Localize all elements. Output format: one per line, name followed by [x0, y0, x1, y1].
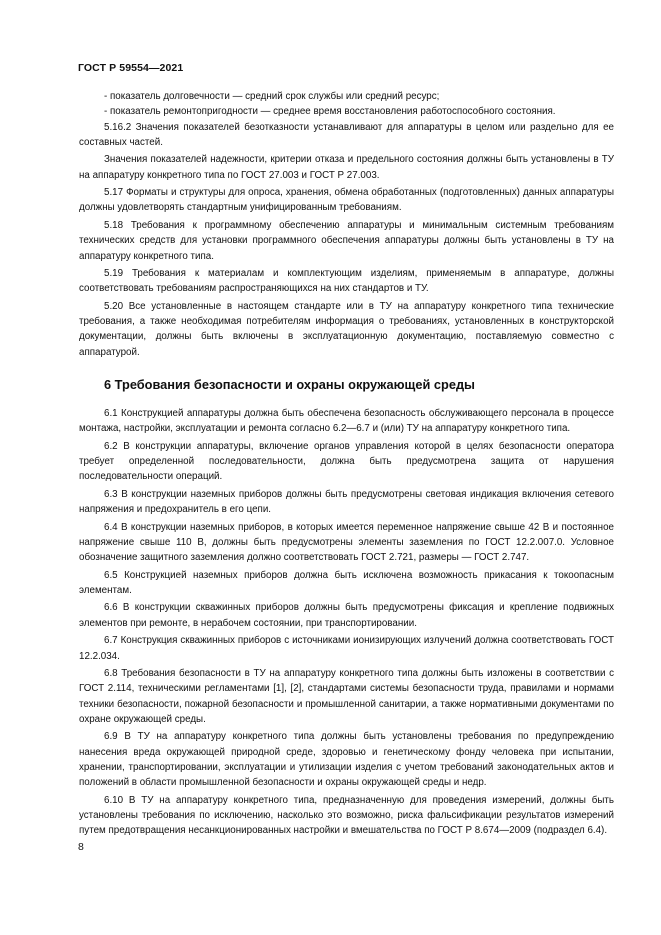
- paragraph-maintainability: - показатель ремонтопригодности — среднее время восстановления работоспособного состояния.: [104, 106, 556, 118]
- page-body: [79, 89, 614, 839]
- paragraph-6-8: 6.8 Требования безопасности в ТУ на аппаратуру конкретного типа должны быть изложены в соответствии с ГОСТ 2.114, техническими регламентами [1], [2], стандартами системы безопасности труда, правилами и нормами техники безопасности, пожарной безопасности и промышленной санитарии, а также нормативными документами по охране окружающей среды.: [79, 668, 614, 725]
- paragraph-6-4: 6.4 В конструкции наземных приборов, в которых имеется переменное напряжение свыше 42 В и постоянное напряжение свыше 110 В, должны быть предусмотрены элементы заземления по ГОСТ 12.2.007.0. Условное обозначение защитного заземления должно соответствовать ГОСТ 2.721, размеры — ГОСТ 2.747.: [79, 521, 614, 564]
- paragraph-6-6: 6.6 В конструкции скважинных приборов должны быть предусмотрены фиксация и крепление подвижных элементов при ремонте, в нерабочем состоянии, при транспортировании.: [79, 602, 614, 629]
- paragraph-5-16-2: 5.16.2 Значения показателей безотказности устанавливают для аппаратуры в целом или раздельно для ее составных частей.: [79, 121, 614, 148]
- standard-header: ГОСТ Р 59554—2021: [78, 62, 184, 74]
- paragraph-6-1: 6.1 Конструкцией аппаратуры должна быть обеспечена безопасность обслуживающего персонала в процессе монтажа, настройки, эксплуатации и ремонта согласно 6.2—6.7 и (или) ТУ на аппаратуру конкретного типа.: [79, 407, 614, 435]
- page-number: 8: [78, 841, 84, 853]
- paragraph-5-17: 5.17 Форматы и структуры для опроса, хранения, обмена обработанных (подготовленных) данных аппаратуры должны удовлетворять стандартным унифицированным требованиям.: [79, 187, 614, 214]
- paragraph-6-10: 6.10 В ТУ на аппаратуру конкретного типа, предназначенную для проведения измерений, должны быть установлены требования по исключению, насколько это возможно, риска фальсификации результатов измерений путем предотвращения несанкционированных настройки и вмешательства по ГОСТ Р 8.674—2009 (подраздел 6.4).: [79, 794, 614, 837]
- paragraph-durability: - показатель долговечности — средний срок службы или средний ресурс;: [104, 91, 440, 102]
- paragraph-6-9: 6.9 В ТУ на аппаратуру конкретного типа должны быть установлены требования по предупреждению нанесения вреда окружающей природной среде, здоровью и генетическому фонду человека при испытании, хранении, транспортировании, эксплуатации и утилизации изделия с учетом требований законодательных актов и положений в области промышленной безопасности и охраны окружающей среды и недр.: [79, 731, 614, 789]
- paragraph-6-3: 6.3 В конструкции наземных приборов должны быть предусмотрены световая индикация включения сетевого напряжения и предохранитель в его цепи.: [79, 488, 614, 516]
- section-title: 6 Требования безопасности и охраны окружающей среды: [104, 376, 475, 392]
- paragraph-5-19: 5.19 Требования к материалам и комплектующим изделиям, применяемым в аппаратуре, должны соответствовать требованиям распространяющихся на них стандартов и ТУ.: [79, 268, 614, 295]
- paragraph-5-18: 5.18 Требования к программному обеспечению аппаратуры и минимальным системным требованиям технических средств для установки программного обеспечения аппаратуры должны быть установлены в ТУ на аппаратуру конкретного типа.: [79, 219, 614, 262]
- paragraph-reliability-values: Значения показателей надежности, критерии отказа и предельного состояния должны быть установлены в ТУ на аппаратуру конкретного типа по ГОСТ 27.003 и ГОСТ Р 27.003.: [79, 154, 614, 181]
- paragraph-6-5: 6.5 Конструкцией наземных приборов должна быть исключена возможность прикасания к токоопасным элементам.: [79, 569, 614, 596]
- paragraph-6-7: 6.7 Конструкция скважинных приборов с источниками ионизирующих излучений должна соответствовать ГОСТ 12.2.034.: [79, 635, 614, 662]
- paragraph-5-20: 5.20 Все установленные в настоящем стандарте или в ТУ на аппаратуру конкретного типа технические требования, а также необходимая потребителям информация о требованиях, установленных в конструкторской документации, должны быть включены в эксплуатационную документацию, поставляемую совместно с аппаратурой.: [79, 300, 614, 358]
- paragraph-6-2: 6.2 В конструкции аппаратуры, включение органов управления которой в целях безопасности оператора требует определенной последовательности, должна быть предусмотрена защита от нарушения последовательности операций.: [79, 440, 614, 483]
